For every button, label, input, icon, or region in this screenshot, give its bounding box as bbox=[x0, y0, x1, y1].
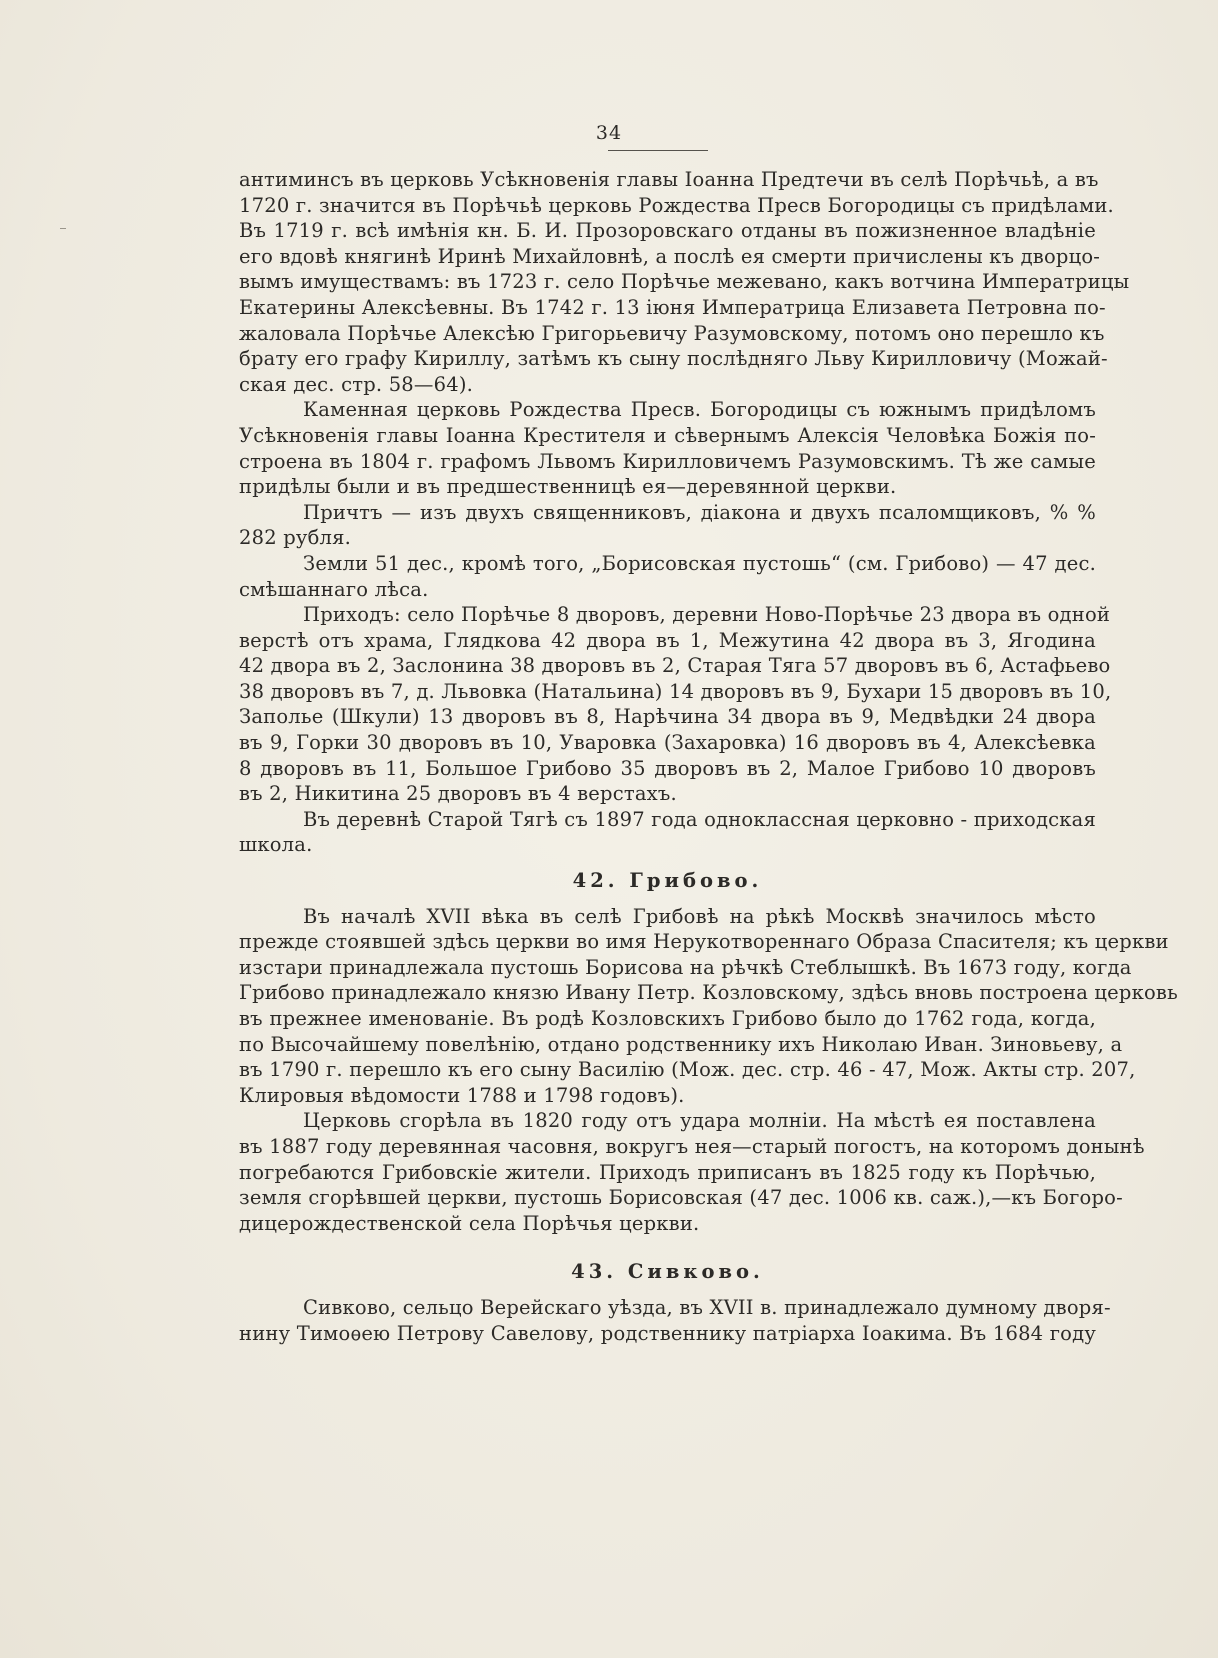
text-line: Въ деревнѣ Старой Тягѣ съ 1897 года одноклассная церковно - приходская bbox=[303, 807, 1096, 831]
text-line: антиминсъ въ церковь Усѣкновенія главы Іоанна Предтечи въ селѣ Порѣчьѣ, а въ bbox=[239, 168, 1099, 191]
paragraph-clergy bbox=[239, 500, 1096, 551]
text-line: смѣшаннаго лѣса. bbox=[239, 577, 429, 601]
page-number: 34 bbox=[595, 122, 623, 144]
text-line: Каменная церковь Рождества Пресв. Богородицы съ южнымъ придѣломъ bbox=[303, 398, 1096, 422]
paragraph-parish bbox=[239, 602, 1112, 807]
text-line: жаловала Порѣчье Алексѣю Григорьевичу Разумовскому, потомъ оно перешло къ bbox=[239, 321, 1105, 345]
text-line: школа. bbox=[239, 833, 313, 857]
paragraph-gribovo-history bbox=[239, 904, 1178, 1109]
text-line: 42 двора въ 2, Заслонина 38 дворовъ въ 2, Старая Тяга 57 дворовъ въ 6, Астафьево bbox=[239, 654, 1111, 678]
text-line: земля сгорѣвшей церкви, пустошь Борисовская (47 дес. 1006 кв. саж.),—къ Богоро- bbox=[239, 1186, 1123, 1210]
text-line: прежде стоявшей здѣсь церкви во имя Нерукотвореннаго Образа Спасителя; къ церкви bbox=[239, 930, 1169, 954]
text-line: въ прежнее именованіе. Въ родѣ Козловскихъ Грибово было до 1762 года, когда, bbox=[239, 1007, 1096, 1030]
section-heading-gribovo: 42. Грибово. bbox=[572, 869, 763, 893]
paragraph-history bbox=[239, 167, 1130, 397]
section-heading-sivkovo: 43. Сивково. bbox=[571, 1260, 764, 1284]
margin-mark bbox=[60, 228, 66, 229]
text-line: въ 1790 г. перешло къ его сыну Василію (Мож. дес. стр. 46 - 47, Мож. Акты стр. 207, bbox=[239, 1058, 1136, 1082]
text-line: 8 дворовъ въ 11, Большое Грибово 35 дворовъ въ 2, Малое Грибово 10 дворовъ bbox=[239, 756, 1096, 780]
text-line: Въ 1719 г. всѣ имѣнія кн. Б. И. Прозоровскаго отданы въ пожизненное владѣніе bbox=[239, 219, 1096, 243]
text-line: Причтъ — изъ двухъ священниковъ, діакона и двухъ псаломщиковъ, % % bbox=[303, 500, 1096, 524]
text-line: Усѣкновенія главы Іоанна Крестителя и сѣвернымъ Алексія Человѣка Божія по- bbox=[239, 423, 1096, 447]
text-line: Земли 51 дес., кромѣ того, „Борисовская пустошь“ (см. Грибово) — 47 дес. bbox=[303, 551, 1096, 575]
text-line: 1720 г. значится въ Порѣчьѣ церковь Рождества Пресв Богородицы съ придѣлами. bbox=[239, 193, 1114, 217]
text-line: дицерождественской села Порѣчья церкви. bbox=[239, 1211, 700, 1235]
paragraph-school bbox=[239, 807, 1096, 858]
text-line: брату его графу Кириллу, затѣмъ къ сыну послѣдняго Льву Кирилловичу (Можай- bbox=[239, 347, 1108, 371]
text-line: въ 2, Никитина 25 дворовъ въ 4 верстахъ. bbox=[239, 782, 677, 806]
paragraph-land bbox=[239, 551, 1096, 602]
text-line: Заполье (Шкули) 13 дворовъ въ 8, Нарѣчина 34 двора въ 9, Медвѣдки 24 двора bbox=[239, 705, 1096, 729]
text-line: въ 9, Горки 30 дворовъ въ 10, Уваровка (Захаровка) 16 дворовъ въ 4, Алексѣевка bbox=[239, 731, 1096, 755]
text-line: нину Тимоѳею Петрову Савелову, родственнику патріарха Іоакима. Въ 1684 году bbox=[239, 1321, 1096, 1345]
text-line: Церковь сгорѣла въ 1820 году отъ удара молніи. На мѣстѣ ея поставлена bbox=[303, 1109, 1096, 1133]
text-line: строена въ 1804 г. графомъ Львомъ Кирилловичемъ Разумовскимъ. Тѣ же самые bbox=[239, 449, 1096, 473]
page-number-rule bbox=[608, 150, 708, 151]
paragraph-church bbox=[239, 397, 1096, 499]
text-line: по Высочайшему повелѣнію, отдано родственнику ихъ Николаю Иван. Зиновьеву, а bbox=[239, 1032, 1123, 1056]
text-line: ская дес. стр. 58—64). bbox=[239, 372, 474, 396]
text-line: его вдовѣ княгинѣ Иринѣ Михайловнѣ, а послѣ ея смерти причислены къ дворцо- bbox=[239, 244, 1101, 268]
text-line: придѣлы были и въ предшественницѣ ея—деревянной церкви. bbox=[239, 475, 897, 499]
text-line: верстѣ отъ храма, Глядкова 42 двора въ 1, Межутина 42 двора въ 3, Ягодина bbox=[239, 628, 1096, 652]
body-text bbox=[239, 167, 1178, 1346]
text-line: Приходъ: село Порѣчье 8 дворовъ, деревни Ново-Порѣчье 23 двора въ одной bbox=[303, 603, 1111, 627]
text-line: Въ началѣ XVII вѣка въ селѣ Грибовѣ на рѣкѣ Москвѣ значилось мѣсто bbox=[303, 904, 1096, 928]
text-line: Екатерины Алексѣевны. Въ 1742 г. 13 іюня Императрица Елизавета Петровна по- bbox=[239, 295, 1106, 319]
text-line: погребаются Грибовскіе жители. Приходъ приписанъ въ 1825 году къ Порѣчью, bbox=[239, 1160, 1096, 1184]
text-line: Клировыя вѣдомости 1788 и 1798 годовъ). bbox=[239, 1083, 685, 1107]
text-line: 282 рубля. bbox=[239, 526, 352, 550]
text-line: Грибово принадлежало князю Ивану Петр. Козловскому, здѣсь вновь построена церковь bbox=[239, 981, 1178, 1005]
paragraph-gribovo-church bbox=[239, 1108, 1145, 1236]
text-line: Сивково, сельцо Верейскаго уѣзда, въ XVII в. принадлежало думному дворя- bbox=[303, 1295, 1111, 1319]
text-line: въ 1887 году деревянная часовня, вокругъ нея—старый погостъ, на которомъ донынѣ bbox=[239, 1134, 1145, 1158]
text-line: 38 дворовъ въ 7, д. Львовка (Натальина) 14 дворовъ въ 9, Бухари 15 дворовъ въ 10, bbox=[239, 679, 1112, 703]
paragraph-sivkovo bbox=[239, 1295, 1111, 1346]
text-line: изстари принадлежала пустошь Борисова на рѣчкѣ Стеблышкѣ. Въ 1673 году, когда bbox=[239, 955, 1132, 979]
text-line: вымъ имуществамъ: въ 1723 г. село Порѣчье межевано, какъ вотчина Императрицы bbox=[239, 270, 1130, 294]
